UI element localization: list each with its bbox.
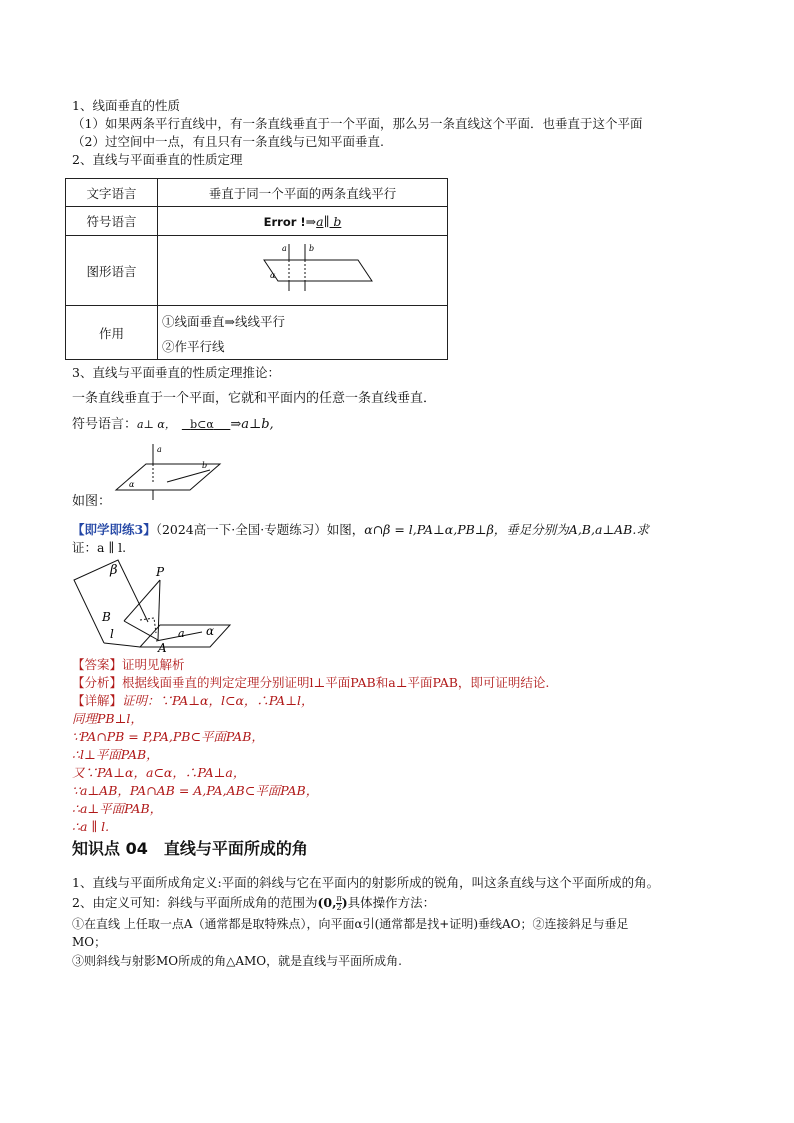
detail-line-4: 又∵PA⊥α，a⊂α，∴PA⊥a，: [72, 765, 246, 780]
range-close: ): [341, 895, 348, 910]
range-open: (0,: [317, 895, 337, 910]
answer: [72, 656, 185, 673]
label-P: P: [156, 565, 165, 579]
detail-line-6: ∴a⊥平面PAB，: [72, 801, 163, 816]
fig-label-b: b: [309, 244, 315, 253]
analysis: [72, 674, 549, 691]
exercise-condition: α∩β = l,PA⊥α,PB⊥β，垂足分别为A,B,a⊥AB.求: [364, 522, 649, 537]
sym-b-text: b⊂α: [190, 418, 214, 431]
label-B: B: [102, 610, 111, 624]
pi-symbol: π: [336, 894, 342, 903]
detail-line-1: 同理PB⊥l，: [72, 711, 143, 726]
plane-shape: [264, 260, 372, 281]
method-step-1: ①在直线 上任取一点A（通常都是取特殊点），向平面α引(通常都是找+证明)垂线AO；②连接斜足与垂足: [72, 917, 629, 931]
line-b: [167, 470, 210, 482]
label-beta: β: [110, 563, 118, 578]
detail-line-5: ∵a⊥AB，PA∩AB = A,PA,AB⊂平面PAB，: [72, 783, 319, 798]
theorem-table: [65, 178, 448, 360]
parallel-lines-figure: [158, 236, 449, 306]
corollary-text: 一条直线垂直于一个平面，它就和平面内的任意一条直线垂直．: [72, 391, 437, 406]
exercise-tag: 【即学即练3】: [72, 522, 156, 537]
angle-range: [72, 894, 435, 912]
detail-line-0: [72, 692, 313, 709]
exercise-figure: [70, 558, 240, 653]
table-label-figure: 图形语言: [66, 236, 158, 306]
detail-line-3: ∴l⊥平面PAB，: [72, 747, 159, 762]
label-a: a: [178, 627, 185, 640]
line-l: [104, 643, 140, 647]
method-step-1-cont: MO；: [72, 935, 107, 949]
detail-line-7: ∴a ∥ l.: [72, 819, 110, 834]
use-item-2: ②作平行线: [162, 339, 225, 354]
segment-PB: [124, 580, 160, 621]
answer-tag: 【答案】: [72, 657, 123, 672]
sym-part-c: ⇒a⊥b,: [230, 417, 274, 432]
range-method: 具体操作方法：: [347, 895, 436, 910]
exercise-header: [72, 521, 649, 538]
fig-label-a: a: [157, 445, 162, 454]
detail-text-0: 证明：∵PA⊥α，l⊂α，∴PA⊥l，: [122, 693, 314, 708]
section-3-title: 3、直线与平面垂直的性质定理推论：: [72, 365, 280, 380]
error-text: Error !: [263, 214, 306, 229]
analysis-tag: 【分析】: [72, 675, 123, 690]
fig-label-alpha: α: [270, 271, 276, 280]
knowledge-point-heading: [72, 836, 308, 859]
exercise-line-2: 证：a ∥ l.: [72, 540, 127, 555]
angle-definition: 1、直线与平面所成角定义:平面的斜线与它在平面内的射影所成的锐角，叫这条直线与这个平面所成的角。: [72, 875, 660, 890]
range-intro: 2、由定义可知：斜线与平面所成角的范围为: [72, 895, 318, 910]
sym-part-a: a⊥ α，: [137, 418, 176, 431]
sym-prefix: 符号语言：: [72, 417, 138, 432]
fig-label-a: a: [282, 244, 287, 253]
table-label-symbol: 符号语言: [66, 207, 158, 236]
symbolic-language: [72, 416, 274, 433]
table-value-figure: [158, 236, 448, 306]
plane-alpha: [140, 625, 230, 647]
fig-label-alpha: α: [129, 480, 135, 489]
property-1: （1）如果两条平行直线中，有一条直线垂直于一个平面，那么另一条直线这个平面．也垂直于这个平面: [72, 116, 643, 131]
segment-PA: [158, 580, 160, 640]
label-alpha: α: [206, 624, 215, 638]
table-value-symbol: [158, 207, 448, 236]
label-A: A: [158, 641, 167, 653]
detail-tag: 【详解】: [72, 693, 123, 708]
property-2: （2）过空间中一点，有且只有一条直线与已知平面垂直.: [72, 134, 384, 149]
use-item-1: ①线面垂直⇒线线平行: [162, 314, 285, 329]
analysis-text: 根据线面垂直的判定定理分别证明l⊥平面PAB和a⊥平面PAB，即可证明结论.: [122, 675, 550, 690]
kp-title: 直线与平面所成的角: [163, 839, 308, 858]
exercise-source: （2024高一下·全国·专题练习）如图，: [155, 522, 365, 537]
parallel-relation: a∥ b: [316, 213, 342, 229]
answer-text: 证明见解析: [122, 657, 185, 672]
sym-part-b: [182, 417, 230, 432]
detail-line-2: ∵PA∩PB = P,PA,PB⊂平面PAB，: [72, 729, 264, 744]
figure-caption: 如图：: [72, 494, 112, 509]
table-value-text: 垂直于同一个平面的两条直线平行: [158, 179, 448, 207]
corollary-figure: [110, 440, 240, 502]
section-2-title: 2、直线与平面垂直的性质定理: [72, 152, 243, 167]
table-value-use: [158, 306, 448, 360]
implies-symbol: ⇒: [305, 213, 317, 229]
fig-label-b: b: [202, 461, 208, 470]
table-label-use: 作用: [66, 306, 158, 360]
two-denominator: 2: [336, 903, 342, 912]
label-l: l: [110, 627, 114, 641]
method-step-3: ③则斜线与射影MO所成的角△AMO，就是直线与平面所成角.: [72, 954, 402, 968]
segment-BA: [124, 621, 158, 640]
kp-number: 知识点 04: [72, 839, 148, 858]
section-1-title: 1、线面垂直的性质: [72, 98, 180, 113]
table-label-text: 文字语言: [66, 179, 158, 207]
